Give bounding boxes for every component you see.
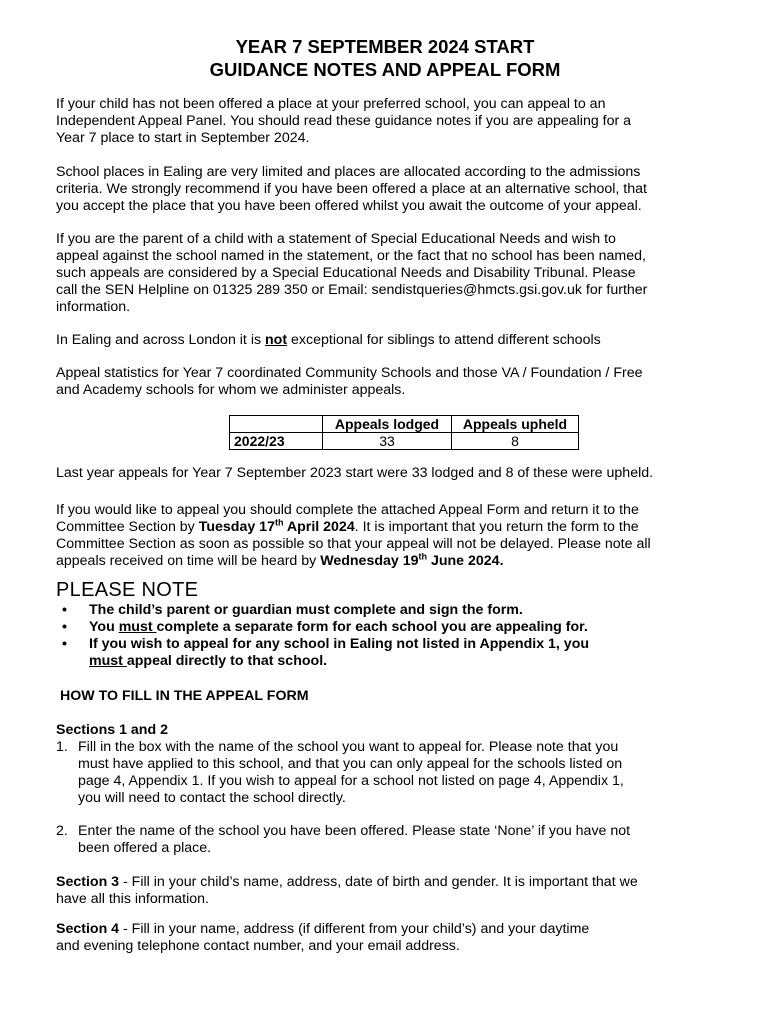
year-cell: 2022/23 xyxy=(230,433,323,450)
deadline-paragraph xyxy=(56,502,716,570)
text-line: been offered a place. xyxy=(78,840,212,856)
ordinal-suffix: th xyxy=(418,551,428,562)
item-text xyxy=(78,823,630,857)
text-line: and Academy schools for whom we administer appeals. xyxy=(56,382,406,398)
list-item xyxy=(62,619,589,636)
emphasis-must: must xyxy=(89,653,127,669)
text-line: Fill in the box with the name of the school you want to appeal for. Please note that you xyxy=(78,739,619,755)
text-segment: exceptional for siblings to attend different schools xyxy=(287,332,601,348)
siblings-paragraph xyxy=(56,332,716,349)
text-line: and evening telephone contact number, and your email address. xyxy=(56,938,460,954)
document-title-line-2: GUIDANCE NOTES AND APPEAL FORM xyxy=(209,59,561,80)
table-row xyxy=(230,433,579,450)
section-4-label: Section 4 xyxy=(56,921,120,937)
bullet-icon: • xyxy=(62,619,67,635)
text-segment: In Ealing and across London it is xyxy=(56,332,266,348)
text-line xyxy=(89,653,589,670)
text-line: criteria. We strongly recommend if you have been offered a place at an alternative school, that xyxy=(56,181,647,197)
sen-paragraph xyxy=(56,231,716,316)
text-line xyxy=(56,332,716,349)
text-line: If you wish to appeal for any school in Ealing not listed in Appendix 1, you xyxy=(89,636,590,652)
please-note-heading: PLEASE NOTE xyxy=(56,579,199,601)
text-line: such appeals are considered by a Special Educational Needs and Disability Tribunal. Please xyxy=(56,265,636,281)
text-line: have all this information. xyxy=(56,891,209,907)
appeals-upheld-value: 8 xyxy=(452,433,579,450)
hearing-date xyxy=(320,553,503,569)
document-title-line-1: YEAR 7 SEPTEMBER 2024 START xyxy=(235,36,535,57)
text-line xyxy=(56,921,716,938)
statistics-paragraph xyxy=(56,365,716,399)
text-segment: Wednesday 19 xyxy=(320,553,419,569)
text-segment: June 2024. xyxy=(427,553,504,569)
text-line: information. xyxy=(56,299,131,315)
sections-1-2-heading: Sections 1 and 2 xyxy=(56,722,168,738)
list-item xyxy=(62,602,589,619)
text-segment: Committee Section by xyxy=(56,519,199,535)
text-line: must have applied to this school, and that you can only appeal for the schools listed on xyxy=(78,756,623,772)
table-header-row xyxy=(230,416,579,433)
text-line: page 4, Appendix 1. If you wish to appeal for a school not listed on page 4, Appendix 1, xyxy=(78,773,624,789)
text-line: Appeal statistics for Year 7 coordinated Community Schools and those VA / Foundation / Free xyxy=(56,365,643,381)
text-line: School places in Ealing are very limited and places are allocated according to the admissions xyxy=(56,164,641,180)
text-line xyxy=(56,874,716,891)
section-4-paragraph xyxy=(56,921,716,955)
text-line: If you are the parent of a child with a statement of Special Educational Needs and wish to xyxy=(56,231,616,247)
text-line xyxy=(56,553,716,570)
text-line: The child’s parent or guardian must complete and sign the form. xyxy=(89,602,523,618)
text-line xyxy=(89,619,589,636)
deadline-date xyxy=(199,519,355,535)
list-item xyxy=(62,636,589,670)
numbered-item-1 xyxy=(56,739,716,809)
section-3-paragraph xyxy=(56,874,716,908)
text-line: Committee Section as soon as possible so that your appeal will not be delayed. Please note all xyxy=(56,536,651,552)
text-segment: You xyxy=(89,619,119,635)
how-to-heading: HOW TO FILL IN THE APPEAL FORM xyxy=(60,688,309,704)
appeals-lodged-value: 33 xyxy=(323,433,452,450)
text-segment: Tuesday 17 xyxy=(198,519,275,535)
intro-paragraph-1 xyxy=(56,96,716,147)
text-line: you will need to contact the school directly. xyxy=(78,790,346,806)
item-number: 1. xyxy=(56,739,68,755)
bullet-icon: • xyxy=(62,602,67,618)
text-line: you accept the place that you have been offered whilst you await the outcome of your appeal. xyxy=(56,198,642,214)
bullet-icon: • xyxy=(62,636,67,652)
emphasis-must: must xyxy=(118,619,157,635)
text-line: Independent Appeal Panel. You should read these guidance notes if you are appealing for a xyxy=(56,113,632,129)
text-segment: appeal directly to that school. xyxy=(126,653,328,669)
text-line: call the SEN Helpline on 01325 289 350 or Email: sendistqueries@hmcts.gsi.gov.uk for further xyxy=(56,282,648,298)
text-line: Enter the name of the school you have been offered. Please state ‘None’ if you have not xyxy=(78,823,631,839)
appeals-lodged-header: Appeals lodged xyxy=(323,416,452,433)
text-line: Year 7 place to start in September 2024. xyxy=(56,130,310,146)
text-line xyxy=(56,519,716,536)
item-number: 2. xyxy=(56,823,68,839)
text-segment: complete a separate form for each school you are appealing for. xyxy=(156,619,588,635)
text-line: appeal against the school named in the statement, or the fact that no school has been named, xyxy=(56,248,646,264)
text-segment: - Fill in your name, address (if different from your child’s) and your daytime xyxy=(119,921,590,937)
text-segment: - Fill in your child’s name, address, date of birth and gender. It is important that we xyxy=(119,874,638,890)
appeal-statistics-table xyxy=(229,415,579,450)
ordinal-suffix: th xyxy=(274,517,284,528)
text-segment: appeals received on time will be heard by xyxy=(56,553,321,569)
intro-paragraph-2 xyxy=(56,164,716,215)
text-line: If you would like to appeal you should complete the attached Appeal Form and return it to the xyxy=(56,502,639,518)
section-3-label: Section 3 xyxy=(56,874,120,890)
text-line: Last year appeals for Year 7 September 2023 start were 33 lodged and 8 of these were upheld. xyxy=(56,465,654,481)
numbered-item-2 xyxy=(56,823,716,859)
appeals-upheld-header: Appeals upheld xyxy=(452,416,579,433)
last-year-paragraph xyxy=(56,465,716,482)
text-segment: . It is important that you return the form to the xyxy=(354,519,639,535)
text-segment: April 2024 xyxy=(283,519,355,535)
item-text xyxy=(78,739,624,807)
text-line: If your child has not been offered a place at your preferred school, you can appeal to an xyxy=(56,96,606,112)
table-corner-cell xyxy=(230,416,323,433)
emphasis-not: not xyxy=(265,332,288,348)
please-note-list xyxy=(62,602,589,670)
